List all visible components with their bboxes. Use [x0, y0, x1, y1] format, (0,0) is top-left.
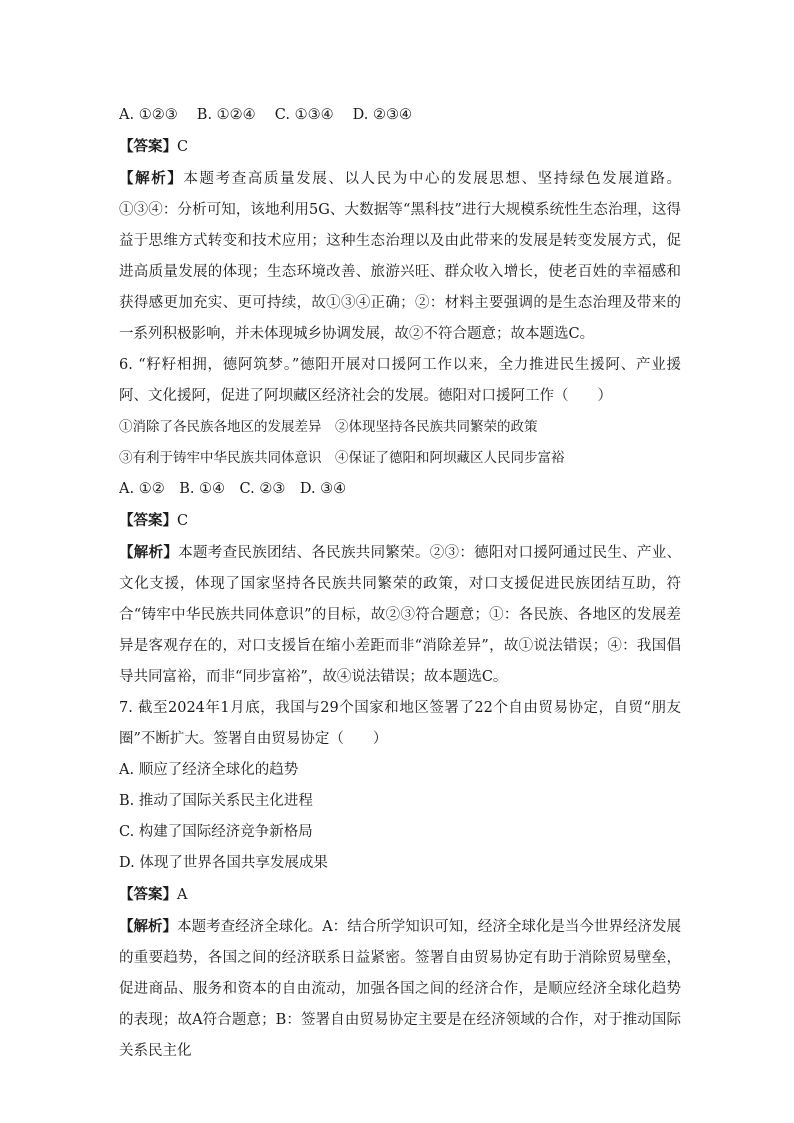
q6-answer-label: 【答案】	[119, 512, 177, 529]
q6-analysis-label: 【解析】	[119, 544, 179, 561]
q6-answer	[119, 505, 681, 537]
q5-analysis-label: 【解析】	[119, 170, 184, 187]
document-content	[119, 100, 681, 1067]
q6-statements-line1: ①消除了各民族各地区的发展差异 ②体现坚持各民族共同繁荣的政策	[119, 419, 538, 435]
q5-answer-label: 【答案】	[119, 138, 177, 155]
q5-answer	[119, 131, 681, 163]
q6-options: A. ①② B. ①④ C. ②③ D. ③④	[119, 481, 347, 497]
q7-answer-value: A	[177, 887, 188, 903]
q5-analysis	[119, 163, 681, 350]
q6-analysis-text: 本题考查民族团结、各民族共同繁荣。②③：德阳对口援阿通过民生、产业、文化支援，体现了国家坚持各民族共同繁荣的政策，对口支援促进民族团结互助，符合“铸牢中华民族共同体意识”的目标，故②③符合题意；①：各民族、各地区的发展差异是客观存在的，对口支援旨在缩小差距而非“消除差异”，故①说法错误；④：我国倡导共同富裕，而非“同步富裕”，故④说法错误；故本题选C。	[119, 545, 682, 685]
q7-stem: 7. 截至2024年1月底，我国与29个国家和地区签署了22个自由贸易协定，自贸“朋友圈”不断扩大。签署自由贸易协定（ ）	[119, 700, 681, 747]
q5-analysis-text: 本题考查高质量发展、以人民为中心的发展思想、坚持绿色发展道路。①③④：分析可知，该地利用5G、大数据等“黑科技”进行大规模系统性生态治理，这得益于思维方式转变和技术应用；这种生态治理以及由此带来的发展是转变发展方式，促进高质量发展的体现；生态环境改善、旅游兴旺、群众收入增长，使老百姓的幸福感和获得感更加充实、更可持续，故①③④正确；②：材料主要强调的是生态治理及带来的一系列积极影响，并未体现城乡协调发展，故②不符合题意；故本题选C。	[119, 171, 682, 342]
q7-answer-label: 【答案】	[119, 886, 177, 903]
q6-analysis	[119, 537, 681, 693]
q6-stem: 6. “籽籽相拥，德阿筑梦。”德阳开展对口援阿工作以来，全力推进民生援阿、产业援阿、文化援阿，促进了阿坝藏区经济社会的发展。德阳对口援阿工作（ ）	[119, 357, 681, 404]
q5-options: A. ①②③ B. ①②④ C. ①③④ D. ②③④	[119, 107, 413, 123]
q6-answer-value: C	[177, 513, 189, 529]
q7-option-b: B. 推动了国际关系民主化进程	[119, 793, 313, 809]
q7-option-c: C. 构建了国际经济竞争新格局	[119, 824, 313, 840]
q7-analysis-text: 本题考查经济全球化。A：结合所学知识可知，经济全球化是当今世界经济发展的重要趋势，各国之间的经济联系日益紧密。签署自由贸易协定有助于消除贸易壁垒，促进商品、服务和资本的自由流动，加强各国之间的经济合作，是顺应经济全球化趋势的表现；故A符合题意；B：签署自由贸易协定主要是在经济领域的合作，对于推动国际关系民主化	[119, 919, 682, 1059]
q7-option-d: D. 体现了世界各国共享发展成果	[119, 855, 328, 871]
q7-answer	[119, 879, 681, 911]
q5-answer-value: C	[177, 139, 189, 155]
q7-option-a: A. 顺应了经济全球化的趋势	[119, 762, 299, 778]
q6-statements-line2: ③有利于铸牢中华民族共同体意识 ④保证了德阳和阿坝藏区人民同步富裕	[119, 450, 565, 466]
q7-analysis-label: 【解析】	[119, 918, 178, 935]
q7-analysis	[119, 911, 681, 1067]
